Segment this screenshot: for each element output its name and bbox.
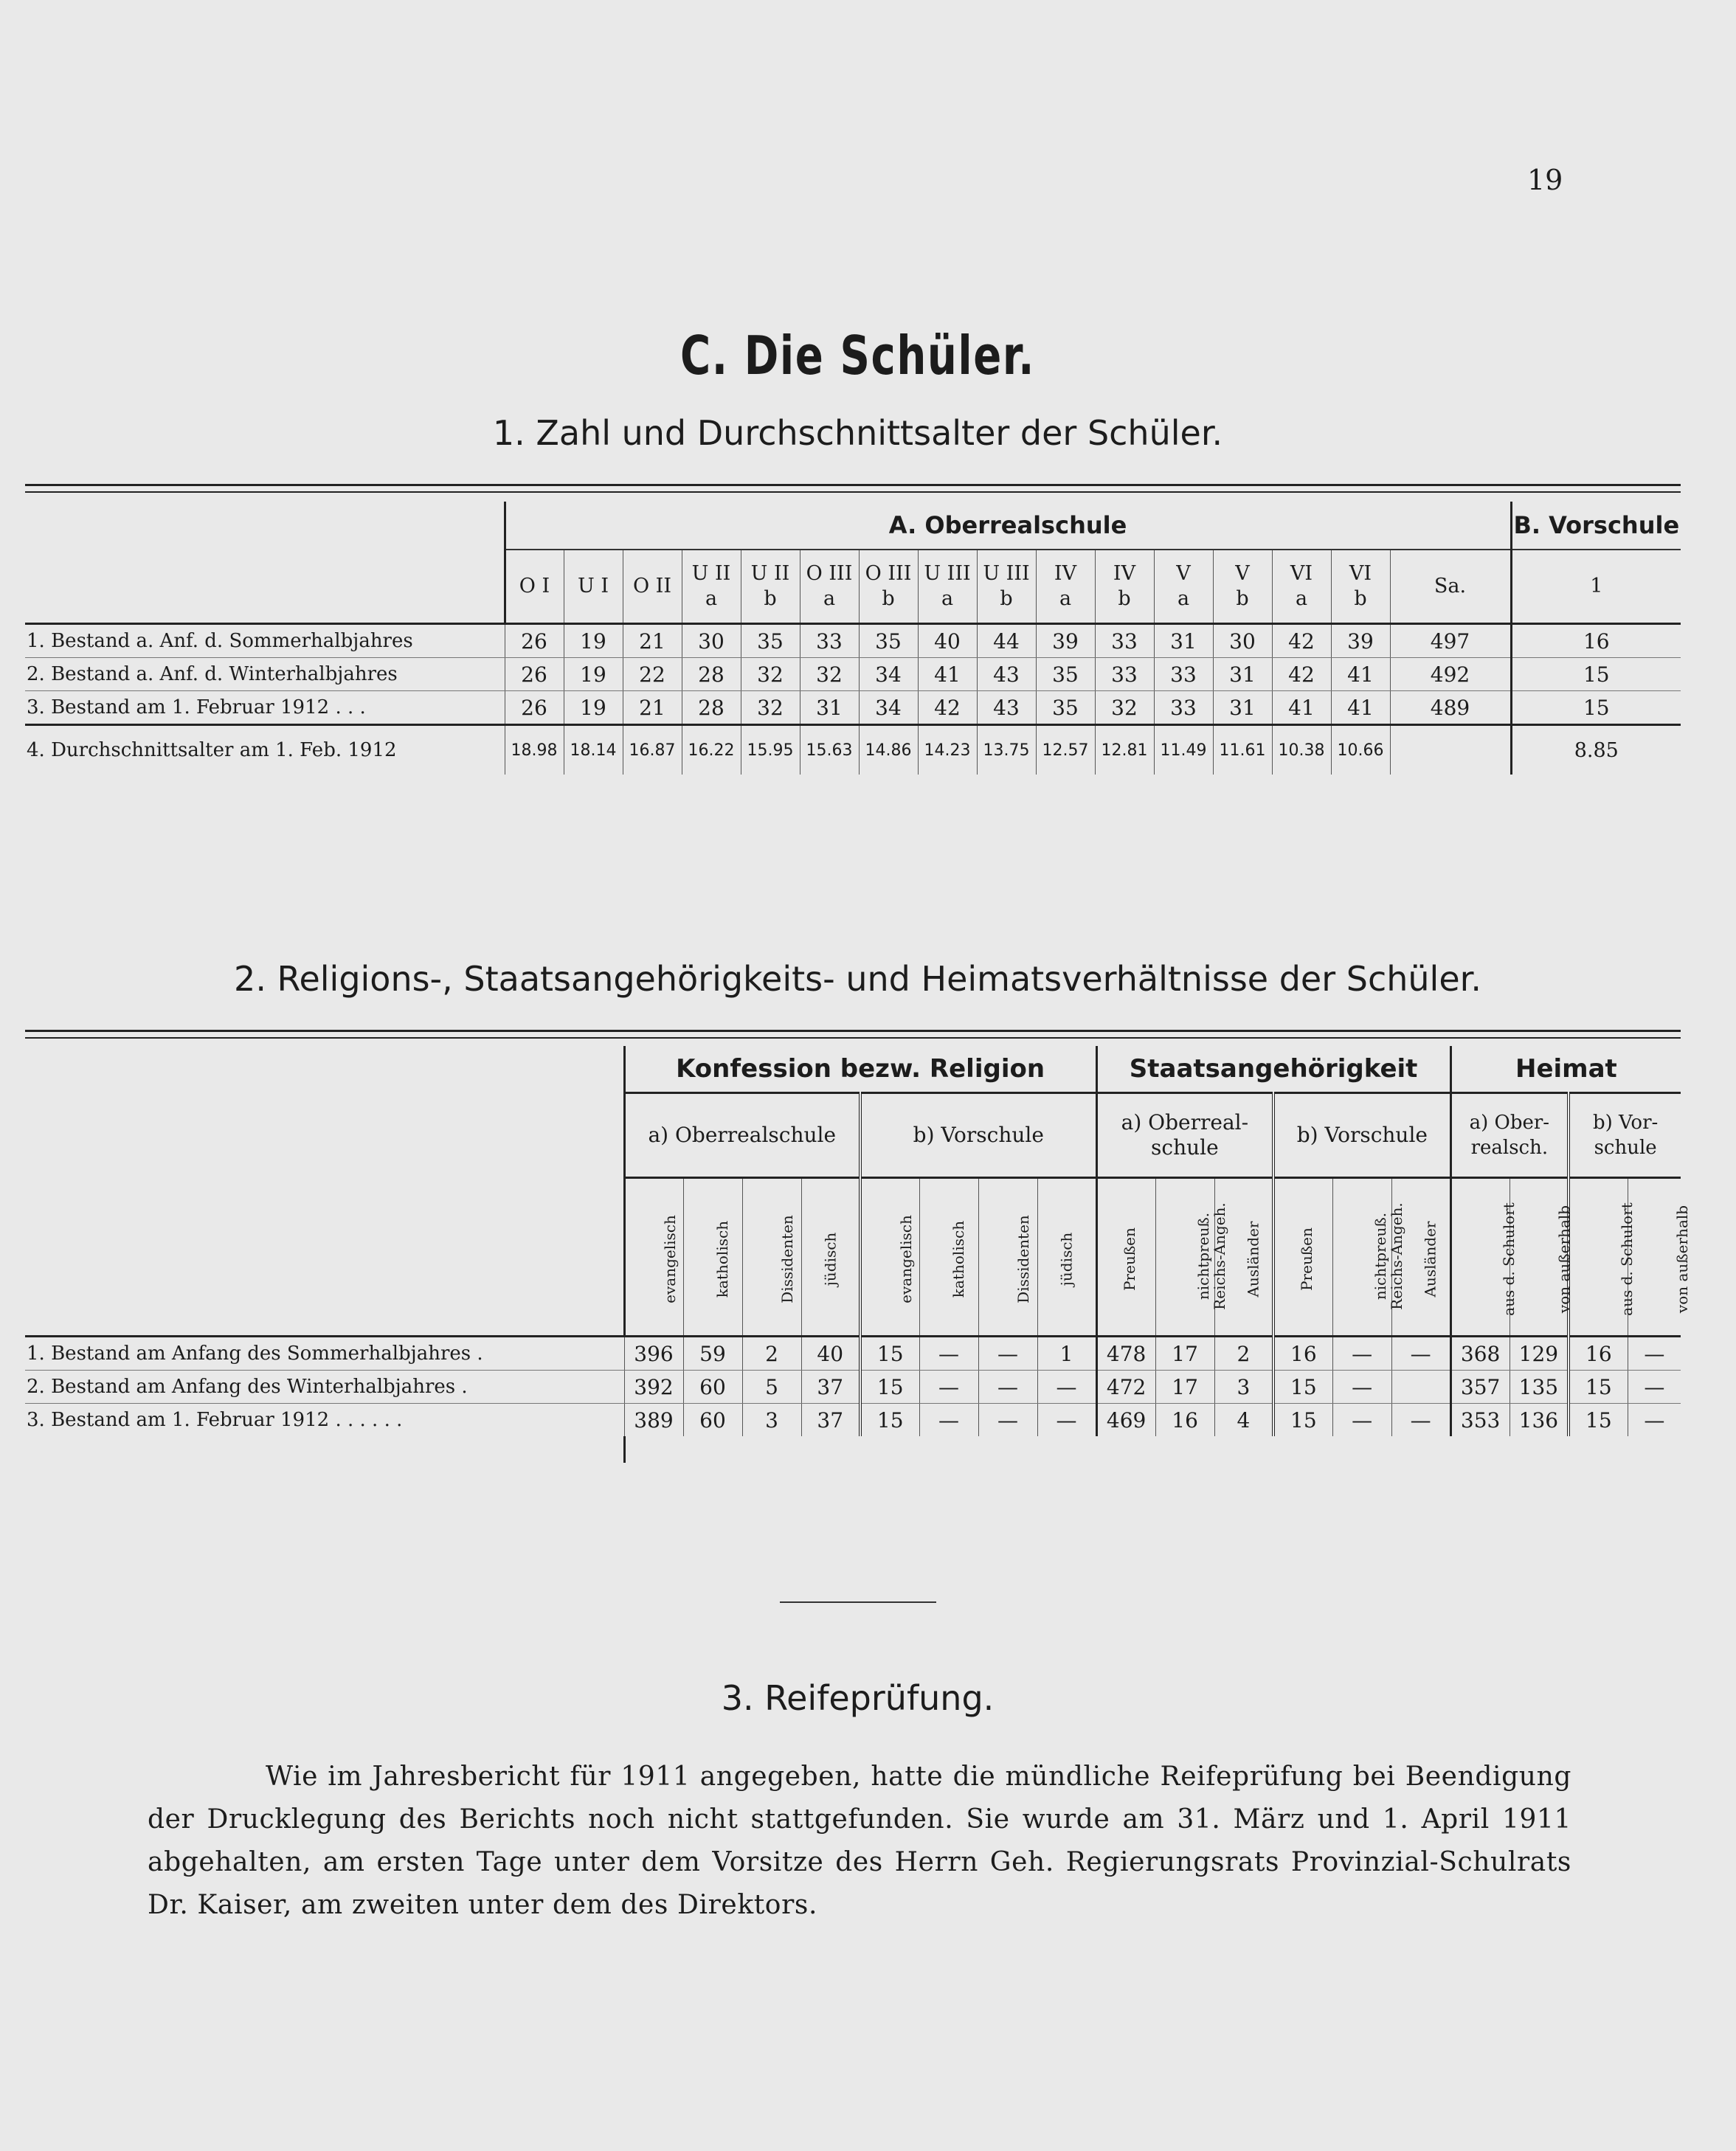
cell: 42 — [918, 691, 977, 725]
cell: 15.63 — [800, 725, 859, 775]
cell: 31 — [1213, 691, 1272, 725]
cell: 26 — [505, 658, 564, 691]
citizenship-oberrealschule-header: a) Oberreal-schule — [1096, 1093, 1273, 1178]
cell: 14.23 — [918, 725, 977, 775]
cell: 28 — [682, 658, 741, 691]
class-header: U II a — [682, 550, 741, 624]
class-header: V a — [1154, 550, 1213, 624]
col-header: Ausländer — [1391, 1178, 1450, 1337]
cell: 10.38 — [1272, 725, 1331, 775]
row-label: 2. Bestand a. Anf. d. Winterhalbjahres — [25, 658, 505, 691]
cell: 42 — [1272, 624, 1331, 658]
cell: 10.66 — [1331, 725, 1390, 775]
cell: 33 — [1154, 658, 1213, 691]
cell: 16 — [1569, 1337, 1628, 1371]
cell: 11.49 — [1154, 725, 1213, 775]
col-header: Ausländer — [1214, 1178, 1273, 1337]
cell: 357 — [1450, 1371, 1510, 1404]
cell: 35 — [1036, 691, 1095, 725]
table1-title: 1. Zahl und Durchschnittsalter der Schüler. — [492, 413, 1223, 453]
col-header: von außerhalb — [1628, 1178, 1681, 1337]
cell: 42 — [1272, 658, 1331, 691]
cell: — — [919, 1337, 978, 1371]
cell: 37 — [817, 1407, 844, 1433]
col-header: jüdisch — [801, 1178, 860, 1337]
table1-top-rule-2 — [25, 491, 1681, 493]
cell: 33 — [800, 624, 859, 658]
row-label: 2. Bestand am Anfang des Winterhalbjahres . — [25, 1371, 624, 1404]
cell: 35 — [859, 624, 918, 658]
cell: — — [978, 1371, 1037, 1404]
section3-title: 3. Reifeprüfung. — [721, 1678, 995, 1718]
cell: 21 — [623, 691, 682, 725]
row-label: 3. Bestand am 1. Februar 1912 . . . — [25, 691, 505, 725]
cell: 18.98 — [505, 725, 564, 775]
cell: 32 — [800, 658, 859, 691]
cell: 26 — [505, 624, 564, 658]
table2-title: 2. Religions-, Staatsangehörigkeits- und Heimatsverhältnisse der Schüler. — [234, 959, 1481, 999]
body-paragraph: Wie im Jahresbericht für 1911 angegeben, hatte die mündliche Reifeprüfung bei Beendigung der Drucklegung des Berichts noch nicht stattgefunden. Sie wurde am 31. März und 1. April 1911 abgehalten, am ersten Tage unter dem Vorsitze des Herrn Geh. Regierungsrats Provinzial-Schulrats Dr. Kaiser, am zweiten unter dem des Direktors. — [148, 1762, 1571, 1920]
cell: 31 — [1213, 658, 1272, 691]
citizenship-header: Staatsangehörigkeit — [1096, 1046, 1450, 1093]
col-header: nichtpreuß. Reichs-Angeh. — [1155, 1178, 1214, 1337]
vorschule-class-header: 1 — [1511, 550, 1681, 624]
table2-top-rule — [25, 1030, 1681, 1032]
cell: 41 — [1331, 691, 1390, 725]
cell: 41 — [1272, 691, 1331, 725]
cell: 33 — [1154, 691, 1213, 725]
cell: 37 — [801, 1371, 860, 1404]
table-row-age — [25, 725, 1681, 775]
cell: 17 — [1155, 1337, 1214, 1371]
row-label: 4. Durchschnittsalter am 1. Feb. 1912 — [25, 725, 505, 775]
cell: 15 — [1273, 1404, 1332, 1437]
col-header: evangelisch — [624, 1178, 683, 1337]
col-header: Dissidenten — [742, 1178, 801, 1337]
table-religion-citizenship — [25, 1046, 1691, 1463]
cell: — — [1332, 1337, 1391, 1371]
religion-header: Konfession bezw. Religion — [624, 1046, 1096, 1093]
table2-corner — [25, 1046, 624, 1337]
cell: 60 — [683, 1371, 742, 1404]
cell: — — [978, 1337, 1037, 1371]
separator-line — [0, 1592, 1715, 1606]
citizenship-vorschule-header: b) Vorschule — [1273, 1093, 1450, 1178]
cell: 30 — [682, 624, 741, 658]
cell: 43 — [977, 691, 1036, 725]
cell: 4 — [1237, 1407, 1251, 1433]
cell: 19 — [564, 691, 623, 725]
cell: 18.14 — [564, 725, 623, 775]
table-row — [25, 1404, 1681, 1437]
cell: — — [978, 1404, 1037, 1437]
table1-top-rule — [25, 484, 1681, 486]
cell: 35 — [1036, 658, 1095, 691]
class-header: O I — [505, 550, 564, 624]
vorschule-cell: 8.85 — [1511, 725, 1681, 775]
col-header: katholisch — [919, 1178, 978, 1337]
page-number: 19 — [1527, 164, 1563, 196]
cell: 41 — [918, 658, 977, 691]
cell: 34 — [859, 658, 918, 691]
cell: 16.22 — [682, 725, 741, 775]
spacer — [624, 1436, 1681, 1463]
vorschule-cell: 16 — [1511, 624, 1681, 658]
row-label: 1. Bestand a. Anf. d. Sommerhalbjahres — [25, 624, 505, 658]
cell: 30 — [1213, 624, 1272, 658]
cell: 19 — [564, 658, 623, 691]
heimat-oberrealschule-header: a) Ober-realsch. — [1450, 1093, 1569, 1178]
class-header: VI a — [1272, 550, 1331, 624]
cell: 35 — [741, 624, 800, 658]
cell: — — [1037, 1371, 1096, 1404]
table-row — [25, 658, 1681, 691]
class-header: IV a — [1036, 550, 1095, 624]
cell: — — [919, 1404, 978, 1437]
vorschule-cell: 15 — [1511, 691, 1681, 725]
cell: 15 — [1569, 1404, 1628, 1437]
cell: 44 — [977, 624, 1036, 658]
sum-cell: 489 — [1390, 691, 1511, 725]
row-label: 3. Bestand am 1. Februar 1912 . . . . . . — [25, 1404, 624, 1437]
table-row — [25, 624, 1681, 658]
cell: 136 — [1518, 1407, 1559, 1433]
cell: 1 — [1037, 1337, 1096, 1371]
cell: 33 — [1095, 658, 1154, 691]
cell: 2 — [742, 1337, 801, 1371]
cell: 469 — [1096, 1404, 1155, 1437]
cell: — — [1391, 1337, 1450, 1371]
cell — [1391, 1371, 1450, 1404]
cell: 472 — [1096, 1371, 1155, 1404]
table2-top-rule-2 — [25, 1037, 1681, 1039]
cell: — — [1332, 1404, 1391, 1437]
sum-cell: 497 — [1390, 624, 1511, 658]
heimat-header: Heimat — [1450, 1046, 1681, 1093]
cell: 12.81 — [1095, 725, 1154, 775]
cell: 34 — [859, 691, 918, 725]
cell: 129 — [1510, 1337, 1569, 1371]
class-header: V b — [1213, 550, 1272, 624]
cell: 15 — [860, 1404, 919, 1437]
cell: 39 — [1331, 624, 1390, 658]
col-header: aus d. Schulort — [1569, 1178, 1628, 1337]
table-row — [25, 1371, 1681, 1404]
cell: 3 — [1214, 1371, 1273, 1404]
religion-vorschule-header: b) Vorschule — [860, 1093, 1096, 1178]
oberrealschule-header: A. Oberrealschule — [505, 502, 1511, 550]
cell: 353 — [1450, 1404, 1510, 1437]
cell: 17 — [1155, 1371, 1214, 1404]
cell: 12.57 — [1036, 725, 1095, 775]
cell: 478 — [1096, 1337, 1155, 1371]
cell: 392 — [624, 1371, 683, 1404]
cell: 15 — [1569, 1371, 1628, 1404]
cell: 40 — [801, 1337, 860, 1371]
spacer — [25, 1436, 624, 1463]
col-header: katholisch — [683, 1178, 742, 1337]
table-row — [25, 691, 1681, 725]
class-header: O III b — [859, 550, 918, 624]
cell: — — [1644, 1407, 1665, 1433]
class-header: U II b — [741, 550, 800, 624]
cell: 59 — [683, 1337, 742, 1371]
col-header: aus d. Schulort — [1450, 1178, 1510, 1337]
cell: 15 — [1273, 1371, 1332, 1404]
cell: — — [1056, 1407, 1077, 1433]
class-header: O III a — [800, 550, 859, 624]
cell: — — [1410, 1407, 1431, 1433]
cell: 16 — [1273, 1337, 1332, 1371]
section-title: C. Die Schüler. — [679, 325, 1036, 387]
cell: 26 — [505, 691, 564, 725]
cell: 15 — [860, 1337, 919, 1371]
class-header: U I — [564, 550, 623, 624]
cell: 11.61 — [1213, 725, 1272, 775]
cell: 28 — [682, 691, 741, 725]
vorschule-cell: 15 — [1511, 658, 1681, 691]
col-header: Preußen — [1273, 1178, 1332, 1337]
col-header: nichtpreuß. Reichs-Angeh. — [1332, 1178, 1391, 1337]
sum-header: Sa. — [1390, 550, 1511, 624]
cell: 32 — [1095, 691, 1154, 725]
cell: 60 — [683, 1404, 742, 1437]
cell: 15.95 — [741, 725, 800, 775]
cell: 368 — [1450, 1337, 1510, 1371]
class-header: U III b — [977, 550, 1036, 624]
cell: 14.86 — [859, 725, 918, 775]
cell: 135 — [1510, 1371, 1569, 1404]
cell: — — [919, 1371, 978, 1404]
cell: 32 — [741, 658, 800, 691]
cell: 32 — [741, 691, 800, 725]
class-header: IV b — [1095, 550, 1154, 624]
col-header: jüdisch — [1037, 1178, 1096, 1337]
cell: 31 — [800, 691, 859, 725]
cell: — — [1628, 1371, 1681, 1404]
cell: 15 — [860, 1371, 919, 1404]
row-label: 1. Bestand am Anfang des Sommerhalbjahres . — [25, 1337, 624, 1371]
col-header: Preußen — [1096, 1178, 1155, 1337]
heimat-vorschule-header: b) Vor-schule — [1569, 1093, 1681, 1178]
cell: 389 — [624, 1404, 683, 1437]
col-header: evangelisch — [860, 1178, 919, 1337]
cell: 31 — [1154, 624, 1213, 658]
cell: 396 — [624, 1337, 683, 1371]
col-header: Dissidenten — [978, 1178, 1037, 1337]
cell: 43 — [977, 658, 1036, 691]
cell: — — [1332, 1371, 1391, 1404]
table-enrollment — [25, 502, 1681, 775]
cell: 16.87 — [623, 725, 682, 775]
cell: 16 — [1155, 1404, 1214, 1437]
sum-cell: 492 — [1390, 658, 1511, 691]
cell: 19 — [564, 624, 623, 658]
cell: 39 — [1036, 624, 1095, 658]
cell: 2 — [1214, 1337, 1273, 1371]
cell: 22 — [623, 658, 682, 691]
vorschule-header: B. Vorschule — [1511, 502, 1681, 550]
religion-oberrealschule-header: a) Oberrealschule — [624, 1093, 860, 1178]
cell: 5 — [742, 1371, 801, 1404]
cell: 41 — [1331, 658, 1390, 691]
col-header: von außerhalb — [1510, 1178, 1569, 1337]
class-header: U III a — [918, 550, 977, 624]
sum-cell — [1390, 725, 1511, 775]
class-header: VI b — [1331, 550, 1390, 624]
cell: — — [1628, 1337, 1681, 1371]
cell: 3 — [742, 1404, 801, 1437]
table-row — [25, 1337, 1681, 1371]
class-header: O II — [623, 550, 682, 624]
cell: 13.75 — [977, 725, 1036, 775]
cell: 40 — [918, 624, 977, 658]
cell: 33 — [1095, 624, 1154, 658]
cell: 21 — [623, 624, 682, 658]
table1-corner — [25, 502, 505, 624]
